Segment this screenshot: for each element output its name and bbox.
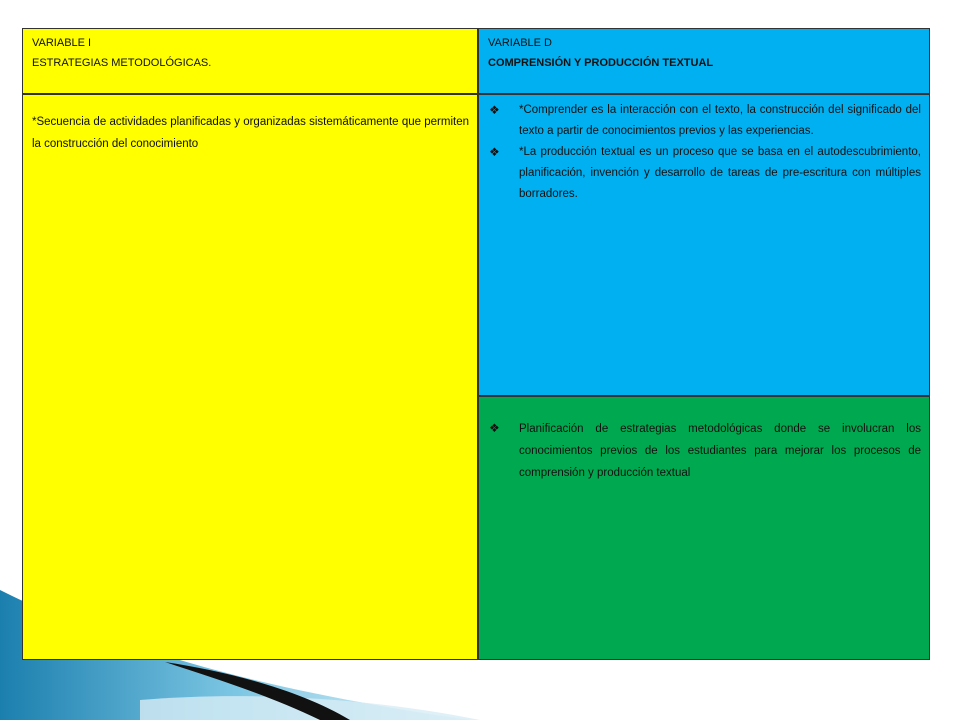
strategies-definition-text: *Secuencia de actividades planificadas y organizadas sistemáticamente que permiten la construcción del conocimiento	[32, 116, 469, 150]
diamond-bullet-icon: ❖	[489, 421, 500, 435]
list-item	[487, 418, 921, 484]
variable-d-title: COMPRENSIÓN Y PRODUCCIÓN TEXTUAL	[488, 57, 714, 69]
list-item	[487, 100, 921, 142]
independent-variable-header-cell	[22, 28, 478, 94]
variable-i-label: VARIABLE I	[32, 37, 92, 49]
diamond-bullet-icon: ❖	[489, 145, 500, 159]
planning-bullet-text: Planificación de estrategias metodológicas donde se involucran los conocimientos previos de los estudiantes para mejorar los procesos de comprensión y producción textual	[519, 423, 921, 479]
planning-cell	[478, 396, 930, 660]
planning-bullet-list	[479, 397, 929, 484]
comprehension-bullet-list	[479, 95, 929, 205]
production-bullet-text: *La producción textual es un proceso que se basa en el autodescubrimiento, planificación, invención y desarrollo de tareas de pre-escritura con múltiples borradores.	[519, 146, 921, 200]
diamond-bullet-icon: ❖	[489, 103, 500, 117]
strategies-definition-cell	[22, 94, 478, 660]
variable-i-title: ESTRATEGIAS METODOLÓGICAS.	[32, 57, 212, 69]
variable-d-label: VARIABLE D	[488, 37, 552, 49]
list-item	[487, 142, 921, 205]
comprehension-bullet-text: *Comprender es la interacción con el texto, la construcción del significado del texto a partir de conocimientos previos y las experiencias.	[519, 104, 921, 137]
dependent-variable-header-cell	[478, 28, 930, 94]
comprehension-definition-cell	[478, 94, 930, 396]
